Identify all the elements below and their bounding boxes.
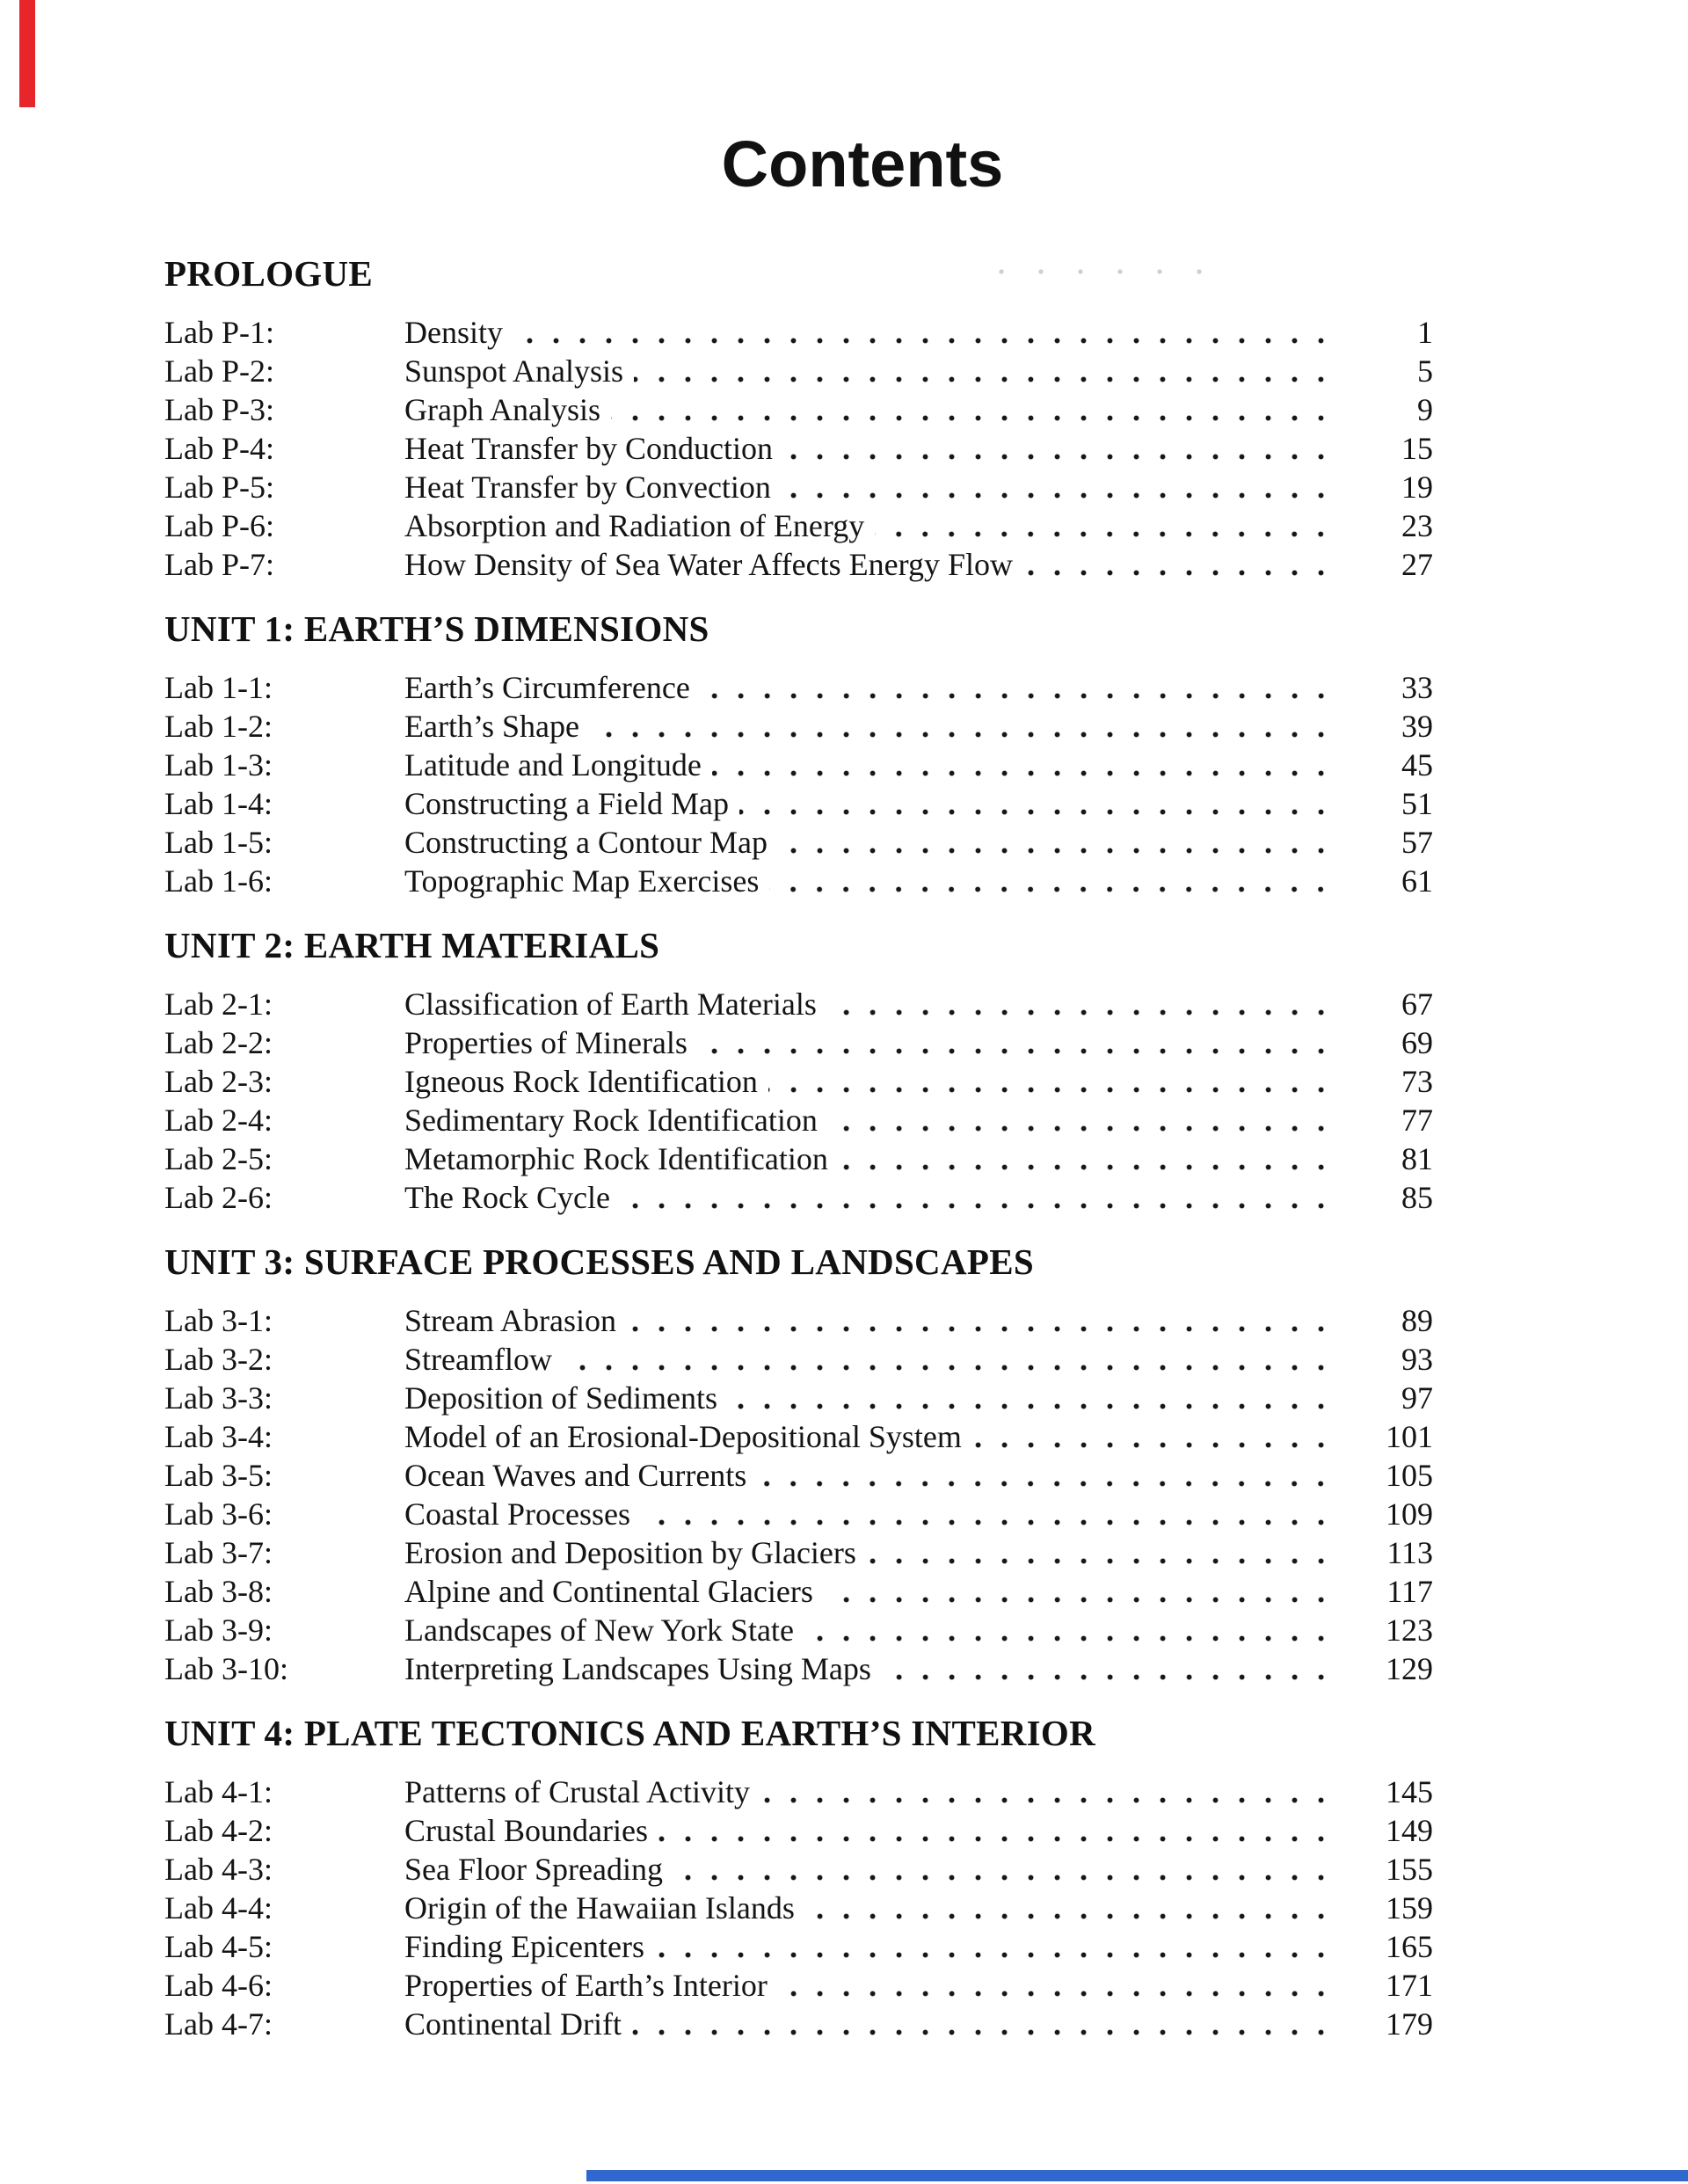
dot-leader: [621, 1202, 1343, 1210]
dot-leader: [778, 1990, 1343, 1998]
dot-leader: [712, 769, 1343, 777]
section-heading: UNIT 3: SURFACE PROCESSES AND LANDSCAPES: [164, 1241, 1034, 1282]
lab-label: Lab 3-10:: [164, 1651, 288, 1686]
toc-entry-row: [164, 1811, 1433, 1850]
entry-title: Crustal Boundaries: [404, 1813, 648, 1848]
toc-section: [164, 1241, 1433, 1688]
dot-leader: [783, 453, 1343, 461]
lab-label: Lab 4-7:: [164, 2006, 273, 2042]
dot-leader: [673, 1874, 1343, 1882]
page-number: 145: [1386, 1774, 1433, 1809]
dot-leader: [611, 414, 1343, 422]
lab-label: Lab 4-2:: [164, 1813, 273, 1848]
toc-entry-row: [164, 1101, 1433, 1139]
page-number: 77: [1401, 1103, 1433, 1138]
section-heading: UNIT 2: EARTH MATERIALS: [164, 925, 660, 965]
entry-title: Coastal Processes: [404, 1496, 630, 1532]
lab-label: Lab 2-3:: [164, 1064, 273, 1099]
lab-label: Lab 4-6:: [164, 1968, 273, 2003]
lab-label: Lab P-4:: [164, 431, 274, 466]
dot-leader: [658, 1835, 1343, 1843]
lab-label: Lab 3-6:: [164, 1496, 273, 1532]
lab-label: Lab 2-5:: [164, 1141, 273, 1176]
lab-label: Lab P-3:: [164, 392, 274, 427]
entry-title: Sedimentary Rock Identification: [404, 1103, 818, 1138]
lab-label: Lab 3-3:: [164, 1380, 273, 1416]
toc-entry-row: [164, 1340, 1433, 1379]
dot-leader: [805, 1912, 1343, 1920]
lab-label: Lab P-1:: [164, 315, 274, 350]
page-number: 89: [1401, 1303, 1433, 1338]
entry-title: Latitude and Longitude: [404, 747, 702, 783]
page-number: 101: [1386, 1419, 1433, 1454]
dot-leader: [634, 375, 1343, 383]
page-number: 97: [1401, 1380, 1433, 1416]
entry-title: Igneous Rock Identification: [404, 1064, 758, 1099]
page-number: 179: [1386, 2006, 1433, 2042]
toc-entry-row: [164, 862, 1433, 900]
entry-title: Stream Abrasion: [404, 1303, 616, 1338]
toc-entry-row: [164, 1533, 1433, 1572]
entry-title: Sea Floor Spreading: [404, 1852, 663, 1887]
page-number: 85: [1401, 1180, 1433, 1215]
lab-label: Lab 2-4:: [164, 1103, 273, 1138]
toc-entry-row: [164, 1139, 1433, 1178]
dot-leader: [739, 808, 1343, 816]
lab-label: Lab 3-5:: [164, 1458, 273, 1493]
lab-label: Lab 2-2:: [164, 1025, 273, 1060]
toc-entry-row: [164, 746, 1433, 784]
dot-leader: [627, 1325, 1343, 1333]
toc-section: [164, 1713, 1433, 2043]
entry-title: Streamflow: [404, 1342, 552, 1377]
page-number: 105: [1386, 1458, 1433, 1493]
lab-label: Lab 1-1:: [164, 670, 273, 705]
entry-title: Properties of Minerals: [404, 1025, 688, 1060]
page-number: 123: [1386, 1613, 1433, 1648]
page-number: 67: [1401, 986, 1433, 1022]
page-number: 9: [1417, 392, 1433, 427]
toc-entry-row: [164, 1611, 1433, 1649]
lab-label: Lab 4-5:: [164, 1929, 273, 1964]
lab-label: Lab 2-1:: [164, 986, 273, 1022]
toc-section: [164, 925, 1433, 1217]
toc-entry-row: [164, 668, 1433, 707]
entry-title: Ocean Waves and Currents: [404, 1458, 747, 1493]
page-number: 5: [1417, 353, 1433, 389]
toc-entry-row: [164, 1456, 1433, 1495]
entry-title: How Density of Sea Water Affects Energy Flow: [404, 547, 1013, 582]
dot-leader: [728, 1402, 1343, 1410]
toc-entry-row: [164, 506, 1433, 545]
entry-title: Origin of the Hawaiian Islands: [404, 1890, 795, 1926]
dot-leader: [875, 530, 1343, 538]
entry-title: Constructing a Contour Map: [404, 825, 768, 860]
dot-leader: [778, 847, 1343, 855]
dot-leader: [828, 1125, 1343, 1132]
page-number: 51: [1401, 786, 1433, 821]
lab-label: Lab 4-3:: [164, 1852, 273, 1887]
page-number: 1: [1417, 315, 1433, 350]
dot-leader: [701, 692, 1343, 700]
entry-title: Sunspot Analysis: [404, 353, 624, 389]
page-number: 69: [1401, 1025, 1433, 1060]
section-heading: PROLOGUE: [164, 253, 374, 294]
red-scan-edge-mark: [19, 0, 35, 107]
dot-leader: [641, 1518, 1343, 1526]
section-heading: UNIT 4: PLATE TECTONICS AND EARTH’S INTERIOR: [164, 1713, 1096, 1753]
blue-scan-edge-mark: [586, 2170, 1688, 2181]
lab-label: Lab 1-3:: [164, 747, 273, 783]
page-number: 33: [1401, 670, 1433, 705]
page-number: 57: [1401, 825, 1433, 860]
toc-entry-row: [164, 1649, 1433, 1688]
entry-title: Model of an Erosional-Depositional System: [404, 1419, 962, 1454]
lab-label: Lab 3-9:: [164, 1613, 273, 1648]
lab-label: Lab 2-6:: [164, 1180, 273, 1215]
lab-label: Lab P-7:: [164, 547, 274, 582]
entry-title: Constructing a Field Map: [404, 786, 729, 821]
dot-leader: [655, 1951, 1343, 1959]
entry-title: Heat Transfer by Conduction: [404, 431, 773, 466]
toc-entry-row: [164, 545, 1433, 584]
page-number: 39: [1401, 709, 1433, 744]
entry-title: The Rock Cycle: [404, 1180, 610, 1215]
toc-entry-row: [164, 1572, 1433, 1611]
dot-leader: [760, 1796, 1343, 1804]
toc-entry-row: [164, 1379, 1433, 1417]
toc-entry-row: [164, 468, 1433, 506]
entry-title: Deposition of Sediments: [404, 1380, 717, 1416]
page-number: 129: [1386, 1651, 1433, 1686]
lab-label: Lab 4-4:: [164, 1890, 273, 1926]
page-number: 155: [1386, 1852, 1433, 1887]
entry-title: Patterns of Crustal Activity: [404, 1774, 750, 1809]
dot-leader: [882, 1673, 1343, 1681]
entry-title: Metamorphic Rock Identification: [404, 1141, 828, 1176]
dot-leader: [839, 1163, 1343, 1171]
dot-leader: [827, 1008, 1343, 1016]
toc-entry-row: [164, 390, 1433, 429]
toc-section: [164, 608, 1433, 900]
entry-title: Absorption and Radiation of Energy: [404, 508, 865, 543]
lab-label: Lab 1-6:: [164, 863, 273, 899]
lab-label: Lab 3-7:: [164, 1535, 273, 1570]
lab-label: Lab 1-4:: [164, 786, 273, 821]
toc-entry-row: [164, 1773, 1433, 1811]
page-number: 81: [1401, 1141, 1433, 1176]
dot-leader: [632, 2028, 1343, 2036]
lab-label: Lab 3-4:: [164, 1419, 273, 1454]
lab-label: Lab P-5:: [164, 470, 274, 505]
toc-section: [164, 253, 1433, 584]
dot-leader: [769, 885, 1343, 893]
dot-leader: [782, 491, 1343, 499]
page-number: 159: [1386, 1890, 1433, 1926]
entry-title: Topographic Map Exercises: [404, 863, 760, 899]
page-number: 15: [1401, 431, 1433, 466]
page-number: 73: [1401, 1064, 1433, 1099]
lab-label: Lab 1-2:: [164, 709, 273, 744]
toc-entry-row: [164, 823, 1433, 862]
toc-entry-row: [164, 1178, 1433, 1217]
dot-leader: [513, 337, 1343, 345]
toc-entry-row: [164, 1062, 1433, 1101]
toc-entry-row: [164, 985, 1433, 1023]
page-number: 171: [1386, 1968, 1433, 2003]
entry-title: Heat Transfer by Convection: [404, 470, 771, 505]
page-number: 23: [1401, 508, 1433, 543]
lab-label: Lab P-2:: [164, 353, 274, 389]
dot-leader: [1023, 569, 1343, 577]
page-number: 117: [1386, 1574, 1433, 1609]
dot-leader: [698, 1047, 1343, 1055]
entry-title: Interpreting Landscapes Using Maps: [404, 1651, 871, 1686]
toc-entry-row: [164, 1023, 1433, 1062]
lab-label: Lab 4-1:: [164, 1774, 273, 1809]
lab-label: Lab 3-8:: [164, 1574, 273, 1609]
entry-title: Density: [404, 315, 503, 350]
lab-label: Lab 3-2:: [164, 1342, 273, 1377]
lab-label: Lab 3-1:: [164, 1303, 273, 1338]
dot-leader: [768, 1086, 1343, 1094]
toc-entry-row: [164, 707, 1433, 746]
entry-title: Landscapes of New York State: [404, 1613, 794, 1648]
entry-title: Graph Analysis: [404, 392, 600, 427]
toc-entry-row: [164, 352, 1433, 390]
dot-leader: [867, 1557, 1343, 1565]
entry-title: Earth’s Circumference: [404, 670, 690, 705]
page-number: 19: [1401, 470, 1433, 505]
toc-entry-row: [164, 1301, 1433, 1340]
dot-leader: [824, 1596, 1343, 1604]
entry-title: Alpine and Continental Glaciers: [404, 1574, 813, 1609]
toc-entry-row: [164, 2005, 1433, 2043]
table-of-contents: [164, 253, 1433, 2043]
toc-entry-row: [164, 1927, 1433, 1966]
toc-entry-row: [164, 1495, 1433, 1533]
page-number: 113: [1386, 1535, 1433, 1570]
toc-entry-row: [164, 784, 1433, 823]
entry-title: Earth’s Shape: [404, 709, 579, 744]
entry-title: Finding Epicenters: [404, 1929, 644, 1964]
lab-label: Lab P-6:: [164, 508, 274, 543]
page-number: 93: [1401, 1342, 1433, 1377]
page-number: 109: [1386, 1496, 1433, 1532]
dot-leader: [590, 731, 1343, 739]
toc-entry-row: [164, 1889, 1433, 1927]
entry-title: Erosion and Deposition by Glaciers: [404, 1535, 856, 1570]
toc-entry-row: [164, 1850, 1433, 1889]
page-title: Contents: [721, 127, 1004, 200]
section-heading: UNIT 1: EARTH’S DIMENSIONS: [164, 608, 709, 649]
toc-entry-row: [164, 429, 1433, 468]
dot-leader: [804, 1634, 1343, 1642]
page-number: 149: [1386, 1813, 1433, 1848]
toc-entry-row: [164, 1417, 1433, 1456]
lab-label: Lab 1-5:: [164, 825, 273, 860]
toc-entry-row: [164, 313, 1433, 352]
dot-leader: [757, 1480, 1343, 1488]
dot-leader: [972, 1441, 1343, 1449]
entry-title: Continental Drift: [404, 2006, 622, 2042]
page-number: 165: [1386, 1929, 1433, 1964]
entry-title: Classification of Earth Materials: [404, 986, 817, 1022]
dot-leader: [563, 1364, 1343, 1372]
page-number: 27: [1401, 547, 1433, 582]
page-number: 61: [1401, 863, 1433, 899]
entry-title: Properties of Earth’s Interior: [404, 1968, 768, 2003]
page-number: 45: [1401, 747, 1433, 783]
toc-entry-row: [164, 1966, 1433, 2005]
